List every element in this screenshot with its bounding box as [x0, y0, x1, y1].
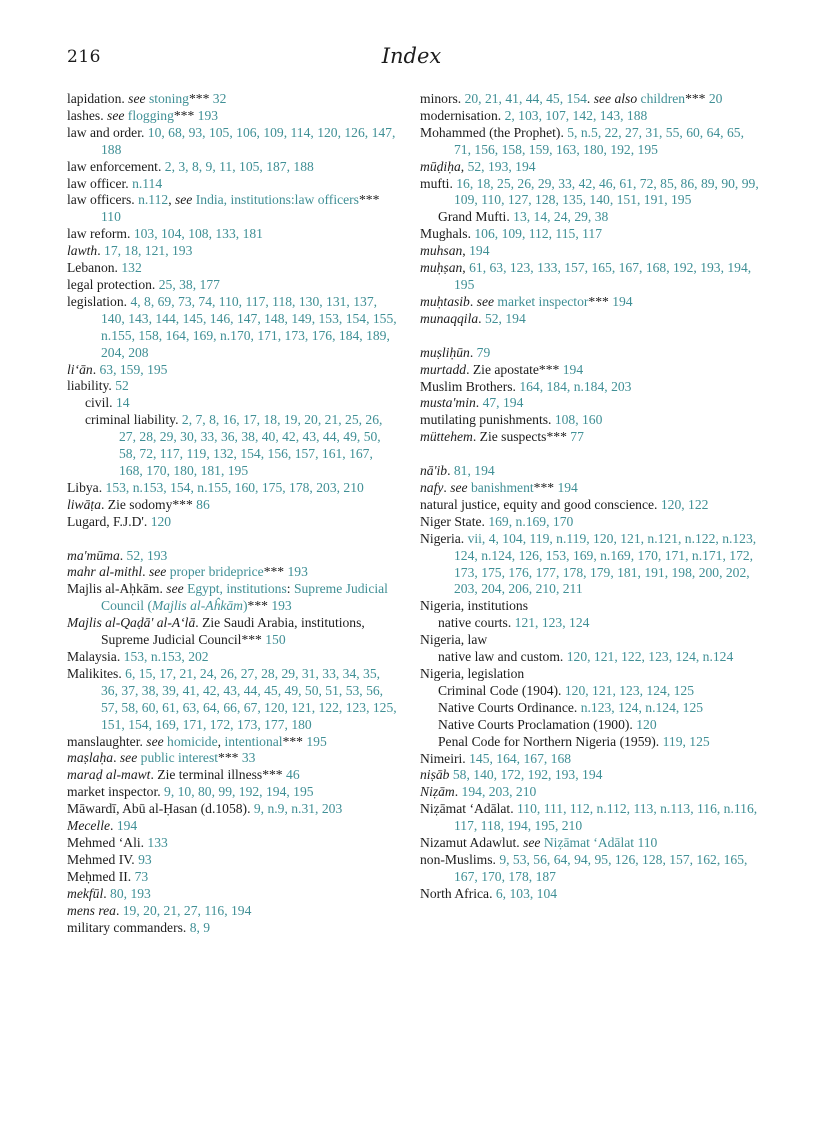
index-reference-link[interactable]: 106, 109, 112, 115, 117 — [474, 226, 603, 242]
index-term-text: Mohammed (the Prophet). — [420, 124, 568, 140]
index-term-text: murtadd — [420, 361, 467, 377]
index-term-text: law reform. — [67, 226, 134, 242]
index-entry — [67, 480, 397, 497]
index-reference-link[interactable]: 145, 164, 167, 168 — [469, 750, 572, 766]
index-term-text: Mehmed IV. — [67, 851, 139, 867]
index-reference-link[interactable]: 2, 3, 8, 9, 11, 105, 187, 188 — [164, 158, 314, 174]
index-term-text: mutilating punishments. — [420, 412, 555, 428]
index-entry — [67, 852, 397, 869]
letter-group-gap — [420, 446, 760, 463]
index-term-text: Native Courts Proclamation (1900). — [438, 716, 637, 732]
index-entry — [420, 91, 760, 108]
index-term-text: law officer. — [67, 175, 133, 191]
index-reference-link[interactable]: Supreme Judicial Council ( — [101, 581, 388, 614]
index-term-text: Mehmed ‘Ali. — [67, 834, 148, 850]
index-reference-link[interactable]: children — [640, 91, 686, 106]
index-reference-link[interactable]: 86 — [196, 496, 210, 512]
index-entry — [420, 159, 760, 176]
index-term-text: North Africa. — [420, 885, 496, 901]
index-entry — [67, 514, 397, 531]
index-entry — [420, 835, 760, 852]
index-term-text: Nigeria, law — [420, 632, 488, 648]
index-entry — [67, 277, 397, 294]
index-entry — [420, 801, 760, 835]
index-entry — [420, 311, 760, 328]
index-term-text: lashes. — [67, 107, 108, 123]
index-entry — [420, 784, 760, 801]
index-entry — [420, 852, 760, 886]
index-reference-link[interactable]: 120 — [636, 716, 657, 732]
index-reference-link[interactable]: 194 — [557, 480, 578, 496]
index-term-text: *** — [173, 107, 198, 123]
index-entry — [420, 294, 760, 311]
index-term-text: niṣāb — [420, 767, 450, 783]
index-reference-link[interactable]: 52 — [115, 378, 129, 394]
index-reference-link[interactable]: 119, 125 — [662, 733, 710, 749]
index-reference-link[interactable]: 47, 194 — [482, 395, 524, 411]
index-term-text: , — [217, 733, 225, 749]
index-entry — [67, 159, 397, 176]
index-reference-link[interactable]: 80, 193 — [110, 885, 151, 901]
index-term-text: Nigeria, legislation — [420, 666, 525, 681]
index-reference-link[interactable]: India, institutions:law officers — [195, 192, 359, 208]
index-subentry — [420, 209, 760, 226]
index-reference-link[interactable]: 79 — [476, 344, 491, 360]
index-term-text: . — [142, 564, 149, 580]
index-reference-link[interactable]: Egypt, institutions — [187, 581, 287, 597]
index-term-text: . — [119, 547, 127, 563]
index-entry — [67, 615, 397, 649]
index-entry — [420, 751, 760, 768]
running-title: Index — [381, 44, 442, 68]
index-term-text: law enforcement. — [67, 158, 165, 174]
index-entry — [67, 835, 397, 852]
page-header — [67, 44, 756, 74]
index-entry — [67, 818, 397, 835]
index-term-text: *** — [358, 192, 380, 208]
index-term-text: . — [478, 310, 485, 326]
index-term-text: modernisation. — [420, 107, 505, 123]
index-entry — [420, 767, 760, 784]
index-reference-link[interactable]: 32 — [212, 91, 227, 106]
index-term-text: . — [475, 395, 483, 411]
index-reference-link[interactable]: 16, 18, 25, 26, 29, 33, 42, 46, 61, 72, 85, 86, 89, 90, 99, 109, 110, 127, 128, 135, 140, 151, 191, 195 — [454, 175, 759, 208]
index-term-text: mahr al-mithl — [67, 564, 143, 580]
index-term-text: *** — [263, 564, 288, 580]
index-entry — [420, 226, 760, 243]
index-reference-link[interactable]: 81, 194 — [453, 463, 495, 479]
index-term-text: see — [523, 835, 541, 851]
index-term-text: müttehem — [420, 429, 473, 445]
index-reference-link[interactable]: 14 — [115, 395, 130, 411]
index-entry — [67, 294, 397, 362]
index-reference-link[interactable]: 194 — [116, 818, 138, 834]
index-term-text: *** — [533, 480, 558, 496]
index-reference-link[interactable]: 19, 20, 21, 27, 116, 194 — [122, 902, 252, 918]
index-reference-link[interactable]: 5, n.5, 22, 27, 31, 55, 60, 64, 65, 71, 156, 158, 159, 163, 180, 192, 195 — [454, 124, 744, 157]
index-term-text: native law and custom. — [438, 649, 567, 665]
index-entry — [67, 801, 397, 818]
index-entry — [67, 869, 397, 886]
index-reference-link[interactable]: 61, 63, 123, 133, 157, 165, 167, 168, 192, 193, 194, 195 — [454, 260, 752, 292]
index-term-text: see — [174, 192, 193, 208]
index-term-text: law and order. — [67, 124, 148, 140]
index-term-text: manslaughter. — [67, 733, 147, 749]
index-reference-link[interactable]: 194 — [562, 361, 584, 377]
index-term-text: . — [115, 902, 123, 918]
index-reference-link[interactable]: 13, 14, 24, 29, 38 — [513, 209, 609, 225]
index-term-text: . — [97, 243, 105, 259]
index-term-text: muhsan — [420, 243, 463, 259]
index-term-text: *** — [588, 293, 613, 309]
index-term-text: *** — [685, 91, 709, 106]
index-term-text: Muslim Brothers. — [420, 378, 520, 394]
index-term-text: Nizamut Adawlut. — [420, 835, 524, 851]
index-term-text: natural justice, equity and good conscience. — [420, 496, 661, 512]
index-reference-link[interactable]: 164, 184, n.184, 203 — [519, 378, 632, 394]
index-subentry — [420, 615, 760, 632]
index-entry — [420, 243, 760, 260]
index-term-text: military commanders. — [67, 919, 190, 935]
index-reference-link[interactable]: public interest — [140, 750, 219, 766]
index-term-text: see — [107, 107, 125, 123]
index-reference-link[interactable]: 25, 38, 177 — [158, 276, 220, 292]
index-entry — [67, 108, 397, 125]
index-term-text: . Zie Saudi Arabia, institutions, Supreme Judicial Council*** — [101, 615, 365, 648]
index-reference-link[interactable]: 108, 160 — [554, 412, 603, 428]
index-term-text: Mughals. — [420, 226, 475, 242]
index-term-text: Mecelle — [67, 818, 111, 834]
index-reference-link[interactable]: n.114 — [132, 175, 163, 191]
index-term-text: . — [586, 91, 594, 106]
index-term-text: Penal Code for Northern Nigeria (1959). — [438, 733, 663, 749]
index-term-text: law officers. — [67, 192, 139, 208]
index-term-text: Lebanon. — [67, 260, 122, 276]
index-term-text: Niẓāmat ‘Adālat. — [420, 801, 518, 817]
index-subentry — [420, 734, 760, 751]
index-entry — [420, 345, 760, 362]
index-term-text: munaqqila — [420, 310, 479, 326]
index-entry — [420, 598, 760, 615]
index-term-text: Majlis al-Aḥkām. — [67, 581, 167, 597]
index-reference-link[interactable]: 20, 21, 41, 44, 45, 154 — [464, 91, 587, 106]
index-column-right — [420, 91, 760, 903]
index-reference-link[interactable]: 58, 140, 172, 192, 193, 194 — [452, 767, 603, 783]
index-reference-link[interactable]: 150 — [265, 632, 286, 648]
index-reference-link[interactable]: market inspector — [497, 293, 589, 309]
index-term-text: . — [454, 784, 462, 800]
index-entry — [420, 531, 760, 599]
index-term-text: musta'min — [420, 395, 476, 411]
index-term-text: Malaysia. — [67, 649, 124, 664]
index-reference-link[interactable]: 153, n.153, 154, n.155, 160, 175, 178, 203, 210 — [105, 479, 364, 495]
letter-group-gap — [420, 328, 760, 345]
index-term-text: nā'ib — [420, 463, 448, 479]
index-reference-link[interactable]: 121, 123, 124 — [514, 615, 590, 631]
index-term-text: . Zie suspects*** — [472, 429, 571, 445]
index-term-text: Niẓām — [420, 784, 455, 800]
index-term-text: see — [450, 480, 468, 496]
index-entry — [67, 564, 397, 581]
index-reference-link[interactable]: n.123, 124, n.124, 125 — [580, 699, 704, 715]
index-entry — [420, 514, 760, 531]
index-entry — [420, 362, 760, 379]
index-term-text: *** — [282, 733, 307, 749]
index-term-text: Meḥmed II. — [67, 868, 135, 884]
index-term-text: see — [119, 750, 138, 766]
index-term-text: Native Courts Ordinance. — [438, 699, 581, 715]
index-entry — [420, 395, 760, 412]
index-term-text: muṣliḥūn — [420, 344, 470, 360]
index-term-text: mūḍiḥa — [420, 158, 461, 174]
index-entry — [420, 260, 760, 294]
index-entry — [420, 108, 760, 125]
index-reference-link[interactable]: 110 — [637, 835, 658, 851]
index-term-text: liability. — [67, 378, 116, 394]
index-term-text: . — [469, 344, 477, 360]
index-reference-link[interactable]: stoning — [148, 91, 189, 106]
index-term-text: mens rea — [67, 902, 116, 918]
index-term-text: . Zie terminal illness*** — [150, 767, 287, 783]
index-reference-link[interactable]: 169, n.169, 170 — [488, 513, 574, 529]
index-reference-link[interactable]: proper brideprice — [169, 564, 264, 580]
index-reference-link[interactable]: vii, 4, 104, 119, n.119, 120, 121, n.121, n.122, n.123, 124, n.124, 126, 153, 169, n.169, 170, 171, n.171, 172, 173, 175, 176, 177, 178, 179, 181, 191, 198, 200, 202, 203, 204, 206, 210, 211 — [454, 530, 757, 597]
index-term-text: maraḍ al-mawt — [67, 767, 151, 783]
index-entry — [67, 548, 397, 565]
index-subentry — [67, 412, 397, 480]
index-entry — [67, 125, 397, 159]
index-term-text: maṣlaḥa — [67, 750, 114, 766]
index-entry — [67, 903, 397, 920]
index-reference-link[interactable]: 194 — [469, 243, 490, 259]
index-entry — [67, 920, 397, 937]
index-entry — [67, 784, 397, 801]
index-term-text: legislation. — [67, 293, 131, 309]
index-term-text: : — [286, 581, 294, 597]
index-entry — [420, 429, 760, 446]
index-reference-link[interactable]: 194, 203, 210 — [461, 784, 537, 800]
index-term-text: liwāṭa — [67, 496, 101, 512]
index-term-text: minors. — [420, 91, 465, 106]
index-entry — [67, 91, 397, 108]
index-reference-link[interactable]: 20 — [708, 91, 723, 106]
index-term-text: *** — [247, 598, 272, 614]
index-entry — [420, 886, 760, 903]
index-term-text: market inspector. — [67, 784, 165, 800]
index-reference-link[interactable]: 120 — [150, 513, 172, 529]
index-reference-link[interactable]: 4, 8, 69, 73, 74, 110, 117, 118, 130, 131, 137, 140, 143, 144, 145, 146, 147, 148, 149, 153, 154, 155, n.155, 158, 164, 169, n.170, 171, 173, 176, 184, 189, 204, 208 — [101, 293, 397, 360]
index-reference-link[interactable]: 193 — [287, 564, 308, 580]
index-reference-link[interactable]: 194 — [612, 293, 633, 309]
index-reference-link[interactable]: 52, 194 — [484, 310, 526, 326]
index-reference-link[interactable]: 133 — [147, 834, 168, 850]
index-entry — [67, 750, 397, 767]
index-entry — [67, 192, 397, 226]
index-reference-link[interactable]: 46 — [286, 767, 300, 783]
index-subentry — [420, 717, 760, 734]
index-term-text: . — [443, 480, 451, 496]
index-term-text: Lugard, F.J.D'. — [67, 513, 151, 529]
index-reference-link[interactable]: 73 — [134, 868, 149, 884]
index-reference-link[interactable]: 52, 193 — [126, 547, 168, 563]
index-entry — [420, 497, 760, 514]
index-reference-link[interactable]: 120, 121, 123, 124, 125 — [564, 682, 694, 698]
index-term-text: see — [128, 91, 146, 106]
index-entry — [420, 412, 760, 429]
index-subentry — [420, 683, 760, 700]
index-entry — [420, 176, 760, 210]
index-entry — [420, 125, 760, 159]
index-entry — [67, 581, 397, 615]
index-term-text: Criminal Code (1904). — [438, 682, 565, 698]
index-term-text: *** — [218, 750, 242, 766]
index-entry — [67, 886, 397, 903]
index-term-text: Libya. — [67, 479, 106, 495]
index-entry — [67, 734, 397, 751]
index-entry — [67, 243, 397, 260]
index-reference-link[interactable]: 93 — [138, 851, 152, 867]
index-entry — [67, 260, 397, 277]
index-reference-link[interactable]: 9, 10, 80, 99, 192, 194, 195 — [164, 784, 314, 800]
index-reference-link[interactable]: 6, 15, 17, 21, 24, 26, 27, 28, 29, 31, 33, 34, 35, 36, 37, 38, 39, 41, 42, 43, 44, 45, 49, 50, 51, 53, 56, 57, 58, 60, 61, 63, 64, 66, 67, 120, 121, 122, 123, 125, 151, 154, 169, 171, 172, 173, 177, 180 — [101, 665, 397, 732]
index-term-text: . — [447, 463, 454, 479]
index-reference-link[interactable]: 110, 111, 112, n.112, 113, n.113, 116, n.116, 117, 118, 194, 195, 210 — [454, 801, 758, 834]
index-term-text: nafy — [420, 480, 444, 496]
index-term-text: civil. — [85, 395, 116, 411]
index-term-text: muḥtasib — [420, 293, 470, 309]
index-term-text: legal protection. — [67, 276, 159, 292]
index-term-text: lapidation. — [67, 91, 129, 106]
index-subentry — [420, 649, 760, 666]
index-term-text: Malikites. — [67, 665, 126, 681]
index-entry — [67, 362, 397, 379]
index-term-text: see — [476, 293, 495, 309]
index-term-text: . — [110, 818, 117, 834]
index-reference-link[interactable]: banishment — [470, 480, 534, 496]
index-reference-link[interactable]: 132 — [121, 260, 142, 276]
index-entry — [420, 379, 760, 396]
index-term-text: , — [462, 243, 470, 259]
index-term-text: ma'mūma — [67, 547, 120, 563]
index-entry — [420, 463, 760, 480]
index-term-text: see — [148, 564, 167, 580]
index-reference-link[interactable]: 153, n.153, 202 — [123, 649, 209, 664]
index-term-text: Nigeria. — [420, 530, 468, 546]
index-term-text: Nimeiri. — [420, 750, 470, 766]
index-reference-link[interactable]: 52, 193, 194 — [467, 158, 536, 174]
index-entry — [67, 378, 397, 395]
index-reference-link[interactable]: 10, 68, 93, 105, 106, 109, 114, 120, 126, 147, 188 — [101, 124, 396, 157]
index-entry — [67, 176, 397, 193]
index-term-text: mufti. — [420, 175, 457, 191]
index-term-text: Nigeria, institutions — [420, 598, 528, 614]
index-entry — [67, 767, 397, 784]
index-term-text: Grand Mufti. — [438, 209, 514, 225]
index-term-text: native courts. — [438, 615, 515, 631]
index-reference-link[interactable]: 9, n.9, n.31, 203 — [253, 801, 343, 817]
index-reference-link[interactable]: 120, 121, 122, 123, 124, n.124 — [566, 649, 734, 665]
index-term-text: . — [113, 750, 120, 766]
index-reference-link[interactable]: ) — [242, 598, 248, 614]
page-number: 216 — [67, 47, 101, 67]
index-reference-link[interactable]: 2, 7, 8, 16, 17, 18, 19, 20, 21, 25, 26, 27, 28, 29, 30, 33, 36, 38, 40, 42, 43, 44, 49, 50, 58, 72, 117, 119, 132, 154, 156, 157, 161, 167, 168, 170, 180, 181, 195 — [119, 412, 383, 478]
index-term-text: mekfūl — [67, 885, 104, 901]
index-entry — [67, 649, 397, 666]
index-term-text: see — [146, 733, 164, 749]
index-reference-link[interactable]: homicide — [167, 733, 218, 749]
index-term-text: li‘ān — [67, 361, 93, 377]
index-reference-link[interactable]: intentional — [224, 733, 283, 749]
index-reference-link[interactable]: 193 — [197, 107, 219, 123]
letter-group-gap — [67, 531, 397, 548]
index-reference-link[interactable]: 120, 122 — [660, 496, 709, 512]
index-entry — [67, 226, 397, 243]
index-term-text: *** — [188, 91, 213, 106]
index-term-text: . — [103, 885, 111, 901]
index-reference-link[interactable]: 17, 18, 121, 193 — [104, 243, 193, 259]
index-term-text: , — [460, 158, 468, 174]
index-subentry — [420, 700, 760, 717]
index-term-text: Niger State. — [420, 513, 489, 529]
index-term-text: . Zie apostate*** — [466, 361, 563, 377]
index-reference-link[interactable]: 195 — [306, 733, 327, 749]
index-term-text: . — [469, 293, 477, 309]
index-entry — [420, 666, 760, 683]
index-column-left — [67, 91, 397, 936]
index-reference-link[interactable]: 193 — [271, 598, 292, 614]
index-reference-link[interactable]: 2, 103, 107, 142, 143, 188 — [504, 107, 648, 123]
index-reference-link[interactable]: 6, 103, 104 — [495, 885, 558, 901]
index-reference-link[interactable]: 110 — [101, 209, 121, 225]
index-reference-link[interactable]: flogging — [127, 107, 174, 123]
index-reference-link[interactable]: Majlis al-Aĥkām — [151, 598, 243, 614]
index-term-text: see — [166, 581, 184, 597]
index-reference-link[interactable]: 33 — [241, 750, 256, 766]
index-term-text: , — [462, 260, 470, 276]
index-term-text: see also — [593, 91, 638, 106]
index-term-text: . Zie sodomy*** — [101, 496, 197, 512]
index-term-text: . — [92, 361, 100, 377]
index-term-text: Majlis al-Qaḍā' al-A‘lā — [67, 615, 196, 631]
index-term-text: criminal liability. — [85, 412, 182, 428]
index-subentry — [67, 395, 397, 412]
index-term-text: non-Muslims. — [420, 851, 500, 867]
index-entry — [67, 497, 397, 514]
index-reference-link[interactable]: 77 — [570, 429, 584, 445]
index-reference-link[interactable]: 9, 53, 56, 64, 94, 95, 126, 128, 157, 162, 165, 167, 170, 178, 187 — [454, 851, 748, 884]
index-reference-link[interactable]: 63, 159, 195 — [99, 361, 168, 377]
index-reference-link[interactable]: Niẓāmat ‘Adālat — [543, 835, 635, 851]
index-term-text: Māwardī, Abū al-Ḥasan (d.1058). — [67, 801, 254, 817]
index-term-text: , — [168, 192, 175, 208]
index-entry — [420, 632, 760, 649]
index-reference-link[interactable]: 103, 104, 108, 133, 181 — [133, 226, 263, 242]
index-reference-link[interactable]: 8, 9 — [189, 919, 211, 935]
index-entry — [67, 666, 397, 734]
index-entry — [420, 480, 760, 497]
index-term-text: lawth — [67, 243, 98, 259]
index-term-text: muḥṣan — [420, 260, 463, 276]
index-reference-link[interactable]: n.112 — [138, 192, 169, 208]
